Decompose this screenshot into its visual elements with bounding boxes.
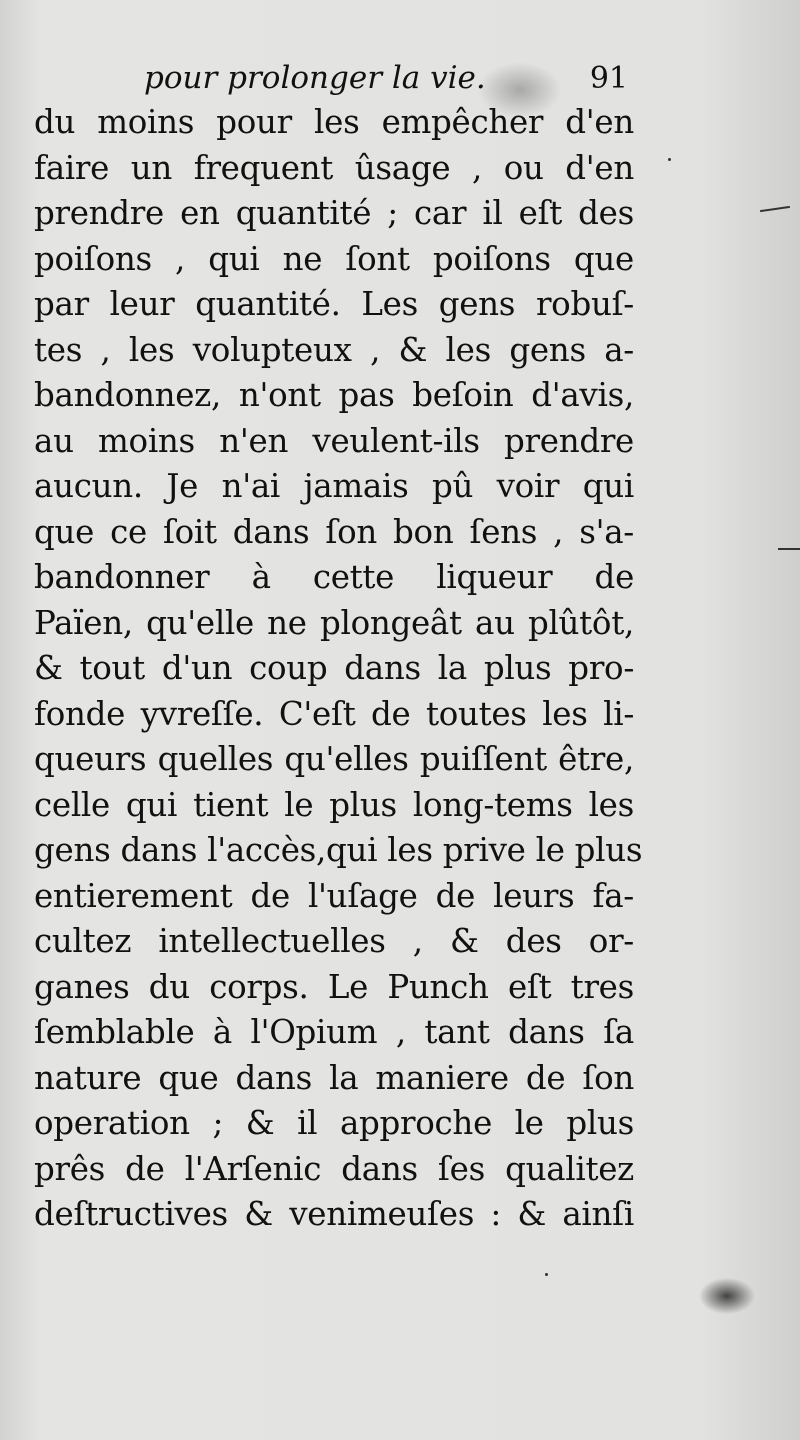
running-head [34, 56, 634, 100]
text-block [34, 56, 643, 1238]
text-line: Païen, qu'elle ne plongeât au plûtôt, [34, 603, 634, 642]
text-line: par leur quantité. Les gens robuſ- [34, 285, 634, 323]
running-title: pour prolonger la vie. [144, 60, 486, 96]
text-line: bandonner à cette liqueur de [34, 558, 634, 596]
text-line: cultez intellectuelles , & des or- [34, 922, 634, 960]
text-line: bandonnez, n'ont pas beſoin d'avis, [34, 376, 634, 414]
margin-mark [778, 548, 800, 550]
text-line: du moins pour les empêcher d'en [34, 103, 634, 141]
text-line: aucun. Je n'ai jamais pû voir qui [34, 467, 634, 505]
text-line: & tout d'un coup dans la plus pro- [34, 649, 634, 687]
text-line: gens dans l'accès,qui les prive le plus [34, 831, 643, 869]
margin-mark [760, 206, 790, 212]
text-line: operation ; & il approche le plus [34, 1104, 634, 1142]
page-number: 91 [589, 61, 628, 96]
text-line: nature que dans la maniere de ſon [34, 1058, 634, 1097]
text-line: tes , les volupteux , & les gens a- [34, 330, 634, 369]
text-line: prês de l'Arſenic dans ſes qualitez [34, 1149, 634, 1188]
text-line: celle qui tient le plus long-tems les [34, 785, 634, 824]
text-line: fonde yvreſſe. C'eſt de toutes les li- [34, 694, 634, 733]
text-line: prendre en quantité ; car il eſt des [34, 194, 634, 232]
text-line: entierement de l'uſage de leurs fa- [34, 876, 634, 915]
text-line: que ce ſoit dans ſon bon ſens , s'a- [34, 512, 634, 551]
body-text [34, 100, 643, 1238]
text-line: queurs quelles qu'elles puiſſent être, [34, 740, 634, 778]
ink-speck [668, 158, 671, 161]
text-line: poiſons , qui ne ſont poiſons que [34, 239, 634, 278]
text-line: ſemblable à l'Opium , tant dans ſa [34, 1013, 634, 1051]
text-line: faire un frequent ûsage , ou d'en [34, 148, 634, 187]
text-line: au moins n'en veulent-ils prendre [34, 421, 634, 460]
ink-speck [545, 1273, 548, 1276]
text-line: ganes du corps. Le Punch eſt tres [34, 967, 634, 1006]
text-line: deſtructives & venimeuſes : & ainſi [34, 1195, 634, 1233]
